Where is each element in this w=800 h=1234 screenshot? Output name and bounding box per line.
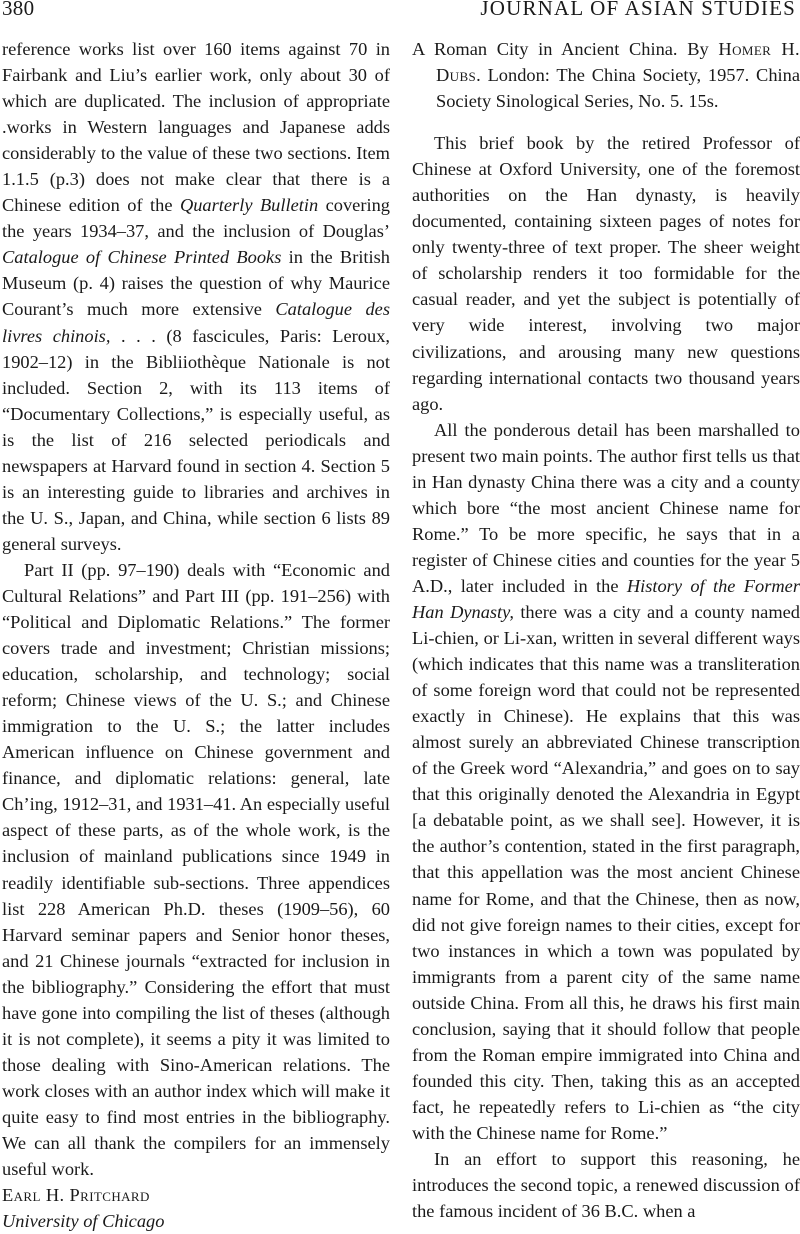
italic-title: Catalogue des livres chinois, bbox=[2, 299, 390, 346]
body-paragraph: Part II (pp. 97–190) deals with “Economic and Cultural Relations” and Part III (pp. 191–256) with “Political and Diplomatic Relations.” The former covers trade and investment; Christian missions; education, scholarship, and technology; social reform; Chinese views of the U. S.; and Chinese immigration to the U. S.; the latter includes American influence on Chinese government and finance, and diplomatic relations: general, late Ch’ing, 1912–31, and 1931–41. An especially useful aspect of these parts, as of the whole work, is the inclusion of mainland publications since 1949 in readily identifiable sub-sections. Three appendices list 228 American Ph.D. theses (1909–56), 60 Harvard seminar papers and Senior honor theses, and 21 Chinese journals “extracted for inclusion in the bibliography.” Considering the effort that must have gone into compiling the list of theses (although it is not complete), it seems a pity it was limited to those dealing with Sino-American relations. The work closes with an author index which will make it quite easy to find most entries in the bibliography. We can all thank the compilers for an immensely useful work. bbox=[2, 559, 390, 1180]
body-paragraph: In an effort to support this reasoning, he introduces the second topic, a renewed discussion of the famous incident of 36 B.C. when a bbox=[412, 1148, 800, 1222]
body-paragraph: This brief book by the retired Professor of Chinese at Oxford University, one of the foremost authorities on the Han dynasty, is heavily documented, containing sixteen pages of notes for only twenty-three of text proper. The sheer weight of scholarship renders it too formidable for the casual reader, and yet the subject is potentially of very wide interest, involving two major civilizations, and arousing many new questions regarding international contacts two thousand years ago. bbox=[412, 133, 800, 414]
text-run: covering the years 1934–37, and the inclusion of Douglas’ bbox=[2, 195, 390, 242]
publication-details: . London: The China Society, 1957. China Society Sinological Series, No. 5. 15s. bbox=[436, 65, 800, 112]
book-title: A Roman City in Ancient China. bbox=[412, 39, 678, 59]
text-run: By bbox=[677, 39, 719, 59]
review-heading bbox=[412, 36, 800, 114]
text-run: in the British Museum (p. 4) raises the question of why Maurice Courant’s much more extensive bbox=[2, 247, 390, 320]
left-column bbox=[2, 36, 390, 1234]
running-head: JOURNAL OF ASIAN STUDIES bbox=[480, 0, 796, 20]
text-run: . . . (8 fascicules, Paris: Leroux, 1902–12) in the Bibliiothèque Nationale is not included. Section 2, with its 113 items of “Documentary Collections,” is especially useful, as is the list of 216 selected periodicals and newspapers at Harvard found in section 4. Section 5 is an interesting guide to libraries and archives in the U. S., Japan, and China, while section 6 lists 89 general surveys. bbox=[2, 325, 390, 554]
italic-title: Catalogue of Chinese Printed Books bbox=[2, 247, 282, 268]
page-header bbox=[0, 0, 800, 30]
reviewer-signature: Earl H. Pritchard bbox=[2, 1185, 150, 1206]
text-run: All the ponderous detail has been marshalled to present two main points. The author first tells us that in Han dynasty China there was a city and a county which bore “the most ancient Chinese name for Rome.” To be more specific, he says that in a register of Chinese cities and counties for the year 5 A.D., later included in the bbox=[412, 419, 800, 596]
book-author: Homer H. Dubs bbox=[436, 39, 800, 86]
italic-title: History of the Former Han Dynasty, bbox=[412, 575, 800, 622]
text-run: there was a city and a county named Li-chien, or Li-xan, written in several different ways (which indicates that this name was a transliteration of some foreign word that could not be represented exactly in Chinese). He explains that this was almost surely an abbreviated Chinese transcription of the Greek word “Alexandria,” and goes on to say that this originally denoted the Alexandria in Egypt [a debatable point, as we shall see]. However, it is the author’s contention, stated in the first paragraph, that this appellation was the most ancient Chinese name for Rome, and that the Chinese, then as now, did not give foreign names to their cities, except for two instances in which a town was populated by immigrants from a parent city of the same name outside China. From all this, he draws his first main conclusion, saying that it should follow that people from the Roman empire immigrated into China and founded this city. Then, taking this as an accepted fact, he repeatedly refers to Li-chien as “the city with the Chinese name for Rome.” bbox=[412, 601, 800, 1143]
reviewer-affiliation: University of Chicago bbox=[2, 1211, 165, 1232]
review-continuation-paragraph bbox=[2, 36, 390, 557]
text-run: reference works list over 160 items against 70 in Fairbank and Liu’s earlier work, only about 30 of which are duplicated. The inclusion of appropriate .works in Western languages and Japanese adds considerably to the value of these two sections. Item 1.1.5 (p.3) does not make clear that there is a Chinese edition of the bbox=[2, 39, 390, 216]
right-column bbox=[412, 36, 800, 1224]
italic-title: Quarterly Bulletin bbox=[179, 195, 319, 216]
page-number: 380 bbox=[2, 0, 35, 20]
body-paragraph bbox=[412, 417, 800, 1146]
